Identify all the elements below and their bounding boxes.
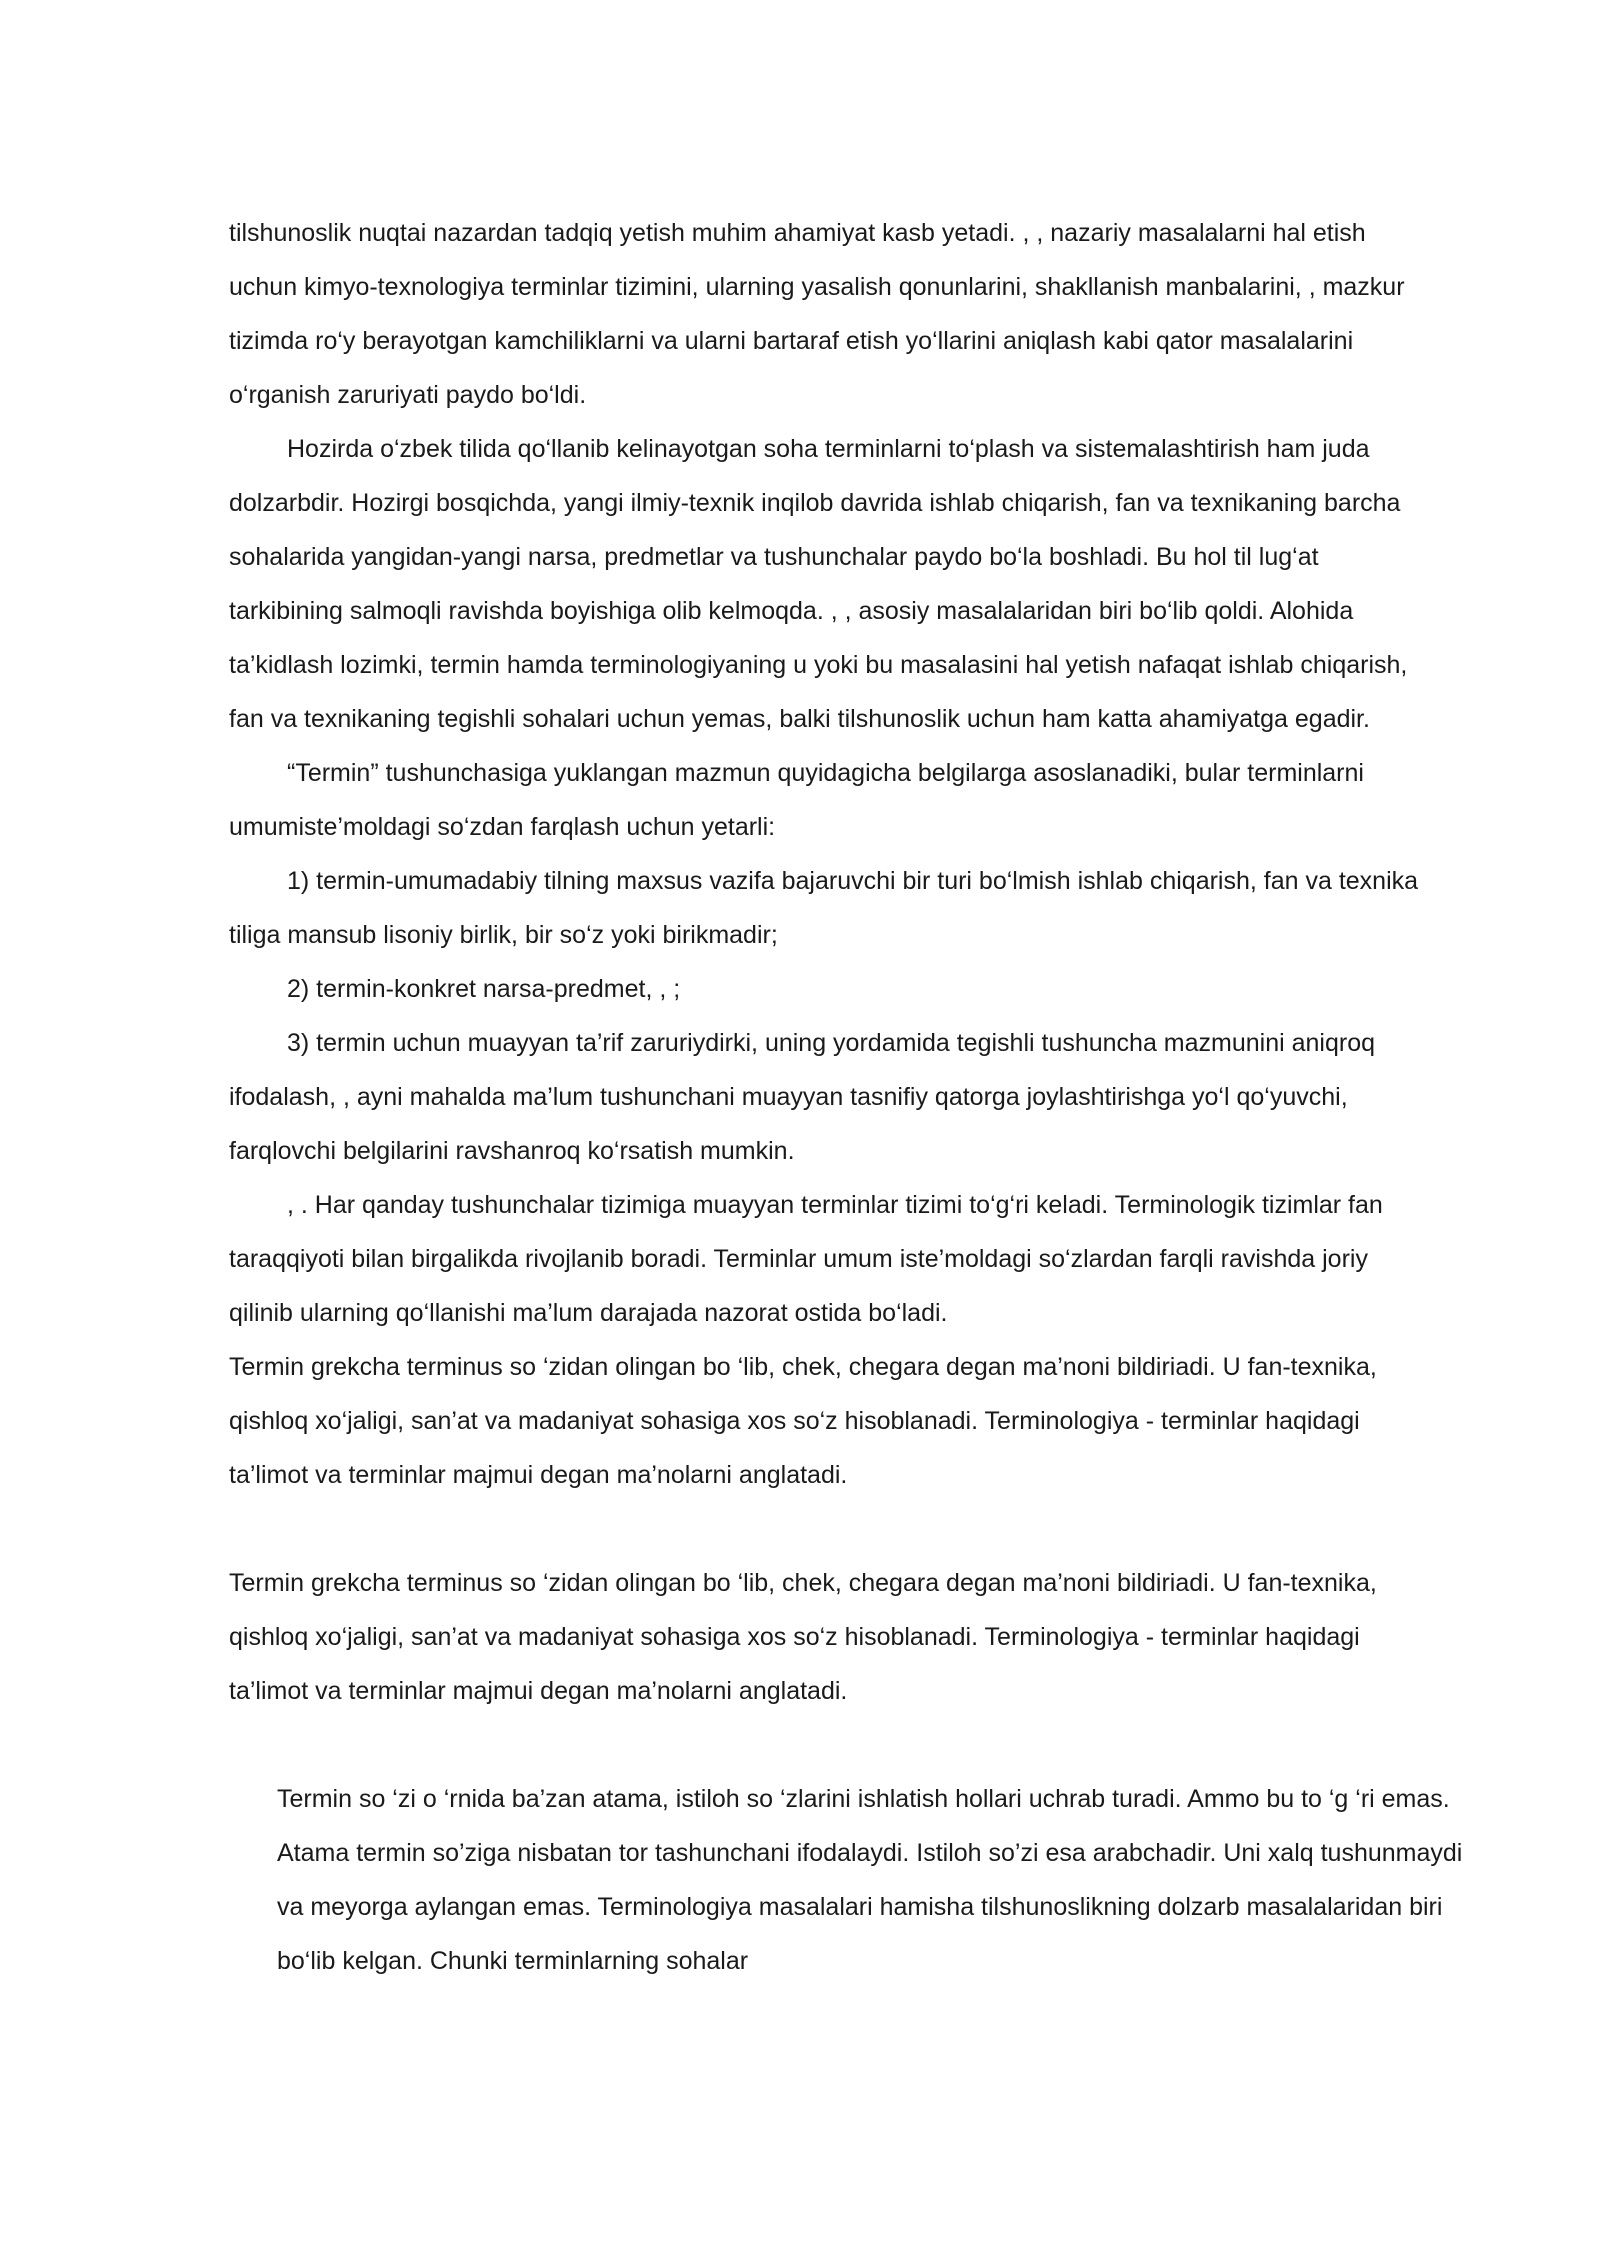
paragraph-intro: tilshunoslik nuqtai nazardan tadqiq yetish muhim ahamiyat kasb yetadi. , , nazariy masalalarni hal etish uchun kimyo-texnologiya terminlar tizimini, ularning yasalish qonunlarini, shakllanish manbalarini, , mazkur tizimda ro‘y berayotgan kamchiliklarni va ularni bartaraf etish yo‘llarini aniqlash kabi qator masalalarini o‘rganish zaruriyati paydo bo‘ldi. [229, 219, 1405, 409]
paragraph-termin-origin-repeat: Termin grekcha terminus so ‘zidan olingan bo ‘lib, chek, chegara degan ma’noni bildiriadi. U fan-texnika, qishloq xo‘jaligi, san’at va madaniyat sohasiga xos so‘z hisoblanadi. Terminologiya - terminlar haqidagi ta’limot va terminlar majmui degan ma’nolarni anglatadi. [229, 1569, 1377, 1705]
paragraph-termin-origin: Termin grekcha terminus so ‘zidan olingan bo ‘lib, chek, chegara degan ma’noni bildiriadi. U fan-texnika, qishloq xo‘jaligi, san’at va madaniyat sohasiga xos so‘z hisoblanadi. Terminologiya - terminlar haqidagi ta’limot va terminlar majmui degan ma’nolarni anglatadi. [229, 1353, 1377, 1489]
list-item-2: 2) termin-konkret narsa-predmet, , ; [287, 975, 681, 1003]
document-body [229, 206, 1463, 1988]
paragraph-atama-istiloh: Termin so ‘zi o ‘rnida ba’zan atama, istiloh so ‘zlarini ishlatish hollari uchrab turadi. Ammo bu to ‘g ‘ri emas. Atama termin so’ziga nisbatan tor tashunchani ifodalaydi. Istiloh so’zi esa arabchadir. Uni xalq tushunmaydi va meyorga aylangan emas. Terminologiya masalalari hamisha tilshunoslikning dolzarb masalalaridan biri bo‘lib kelgan. Chunki terminlarning sohalar [277, 1785, 1463, 1975]
paragraph-term-definition: “Termin” tushunchasiga yuklangan mazmun quyidagicha belgilarga asoslanadiki, bular terminlarni umumiste’moldagi so‘zdan farqlash uchun yetarli: [229, 759, 1364, 841]
list-item-1: 1) termin-umumadabiy tilning maxsus vazifa bajaruvchi bir turi bo‘lmish ishlab chiqarish, fan va texnika tiliga mansub lisoniy birlik, bir so‘z yoki birikmadir; [229, 867, 1419, 949]
list-item-3: 3) termin uchun muayyan ta’rif zaruriydirki, uning yordamida tegishli tushuncha mazmunini aniqroq ifodalash, , ayni mahalda ma’lum tushunchani muayyan tasnifiy qatorga joylashtirishga yo‘l qo‘yuvchi, farqlovchi belgilarini ravshanroq ko‘rsatish mumkin. [229, 1029, 1376, 1165]
paragraph-relevance: Hozirda o‘zbek tilida qo‘llanib kelinayotgan soha terminlarni to‘plash va sistemalashtirish ham juda dolzarbdir. Hozirgi bosqichda, yangi ilmiy-texnik inqilob davrida ishlab chiqarish, fan va texnikaning barcha sohalarida yangidan-yangi narsa, predmetlar va tushunchalar paydo bo‘la boshladi. Bu hol til lug‘at tarkibining salmoqli ravishda boyishiga olib kelmoqda. , , asosiy masalalaridan biri bo‘lib qoldi. Alohida ta’kidlash lozimki, termin hamda terminologiyaning u yoki bu masalasini hal yetish nafaqat ishlab chiqarish, fan va texnikaning tegishli sohalari uchun yemas, balki tilshunoslik uchun ham katta ahamiyatga egadir. [229, 435, 1408, 733]
paragraph-term-systems: , . Har qanday tushunchalar tizimiga muayyan terminlar tizimi to‘g‘ri keladi. Terminologik tizimlar fan taraqqiyoti bilan birgalikda rivojlanib boradi. Terminlar umum iste’moldagi so‘zlardan farqli ravishda joriy qilinib ularning qo‘llanishi ma’lum darajada nazorat ostida bo‘ladi. [229, 1191, 1383, 1327]
